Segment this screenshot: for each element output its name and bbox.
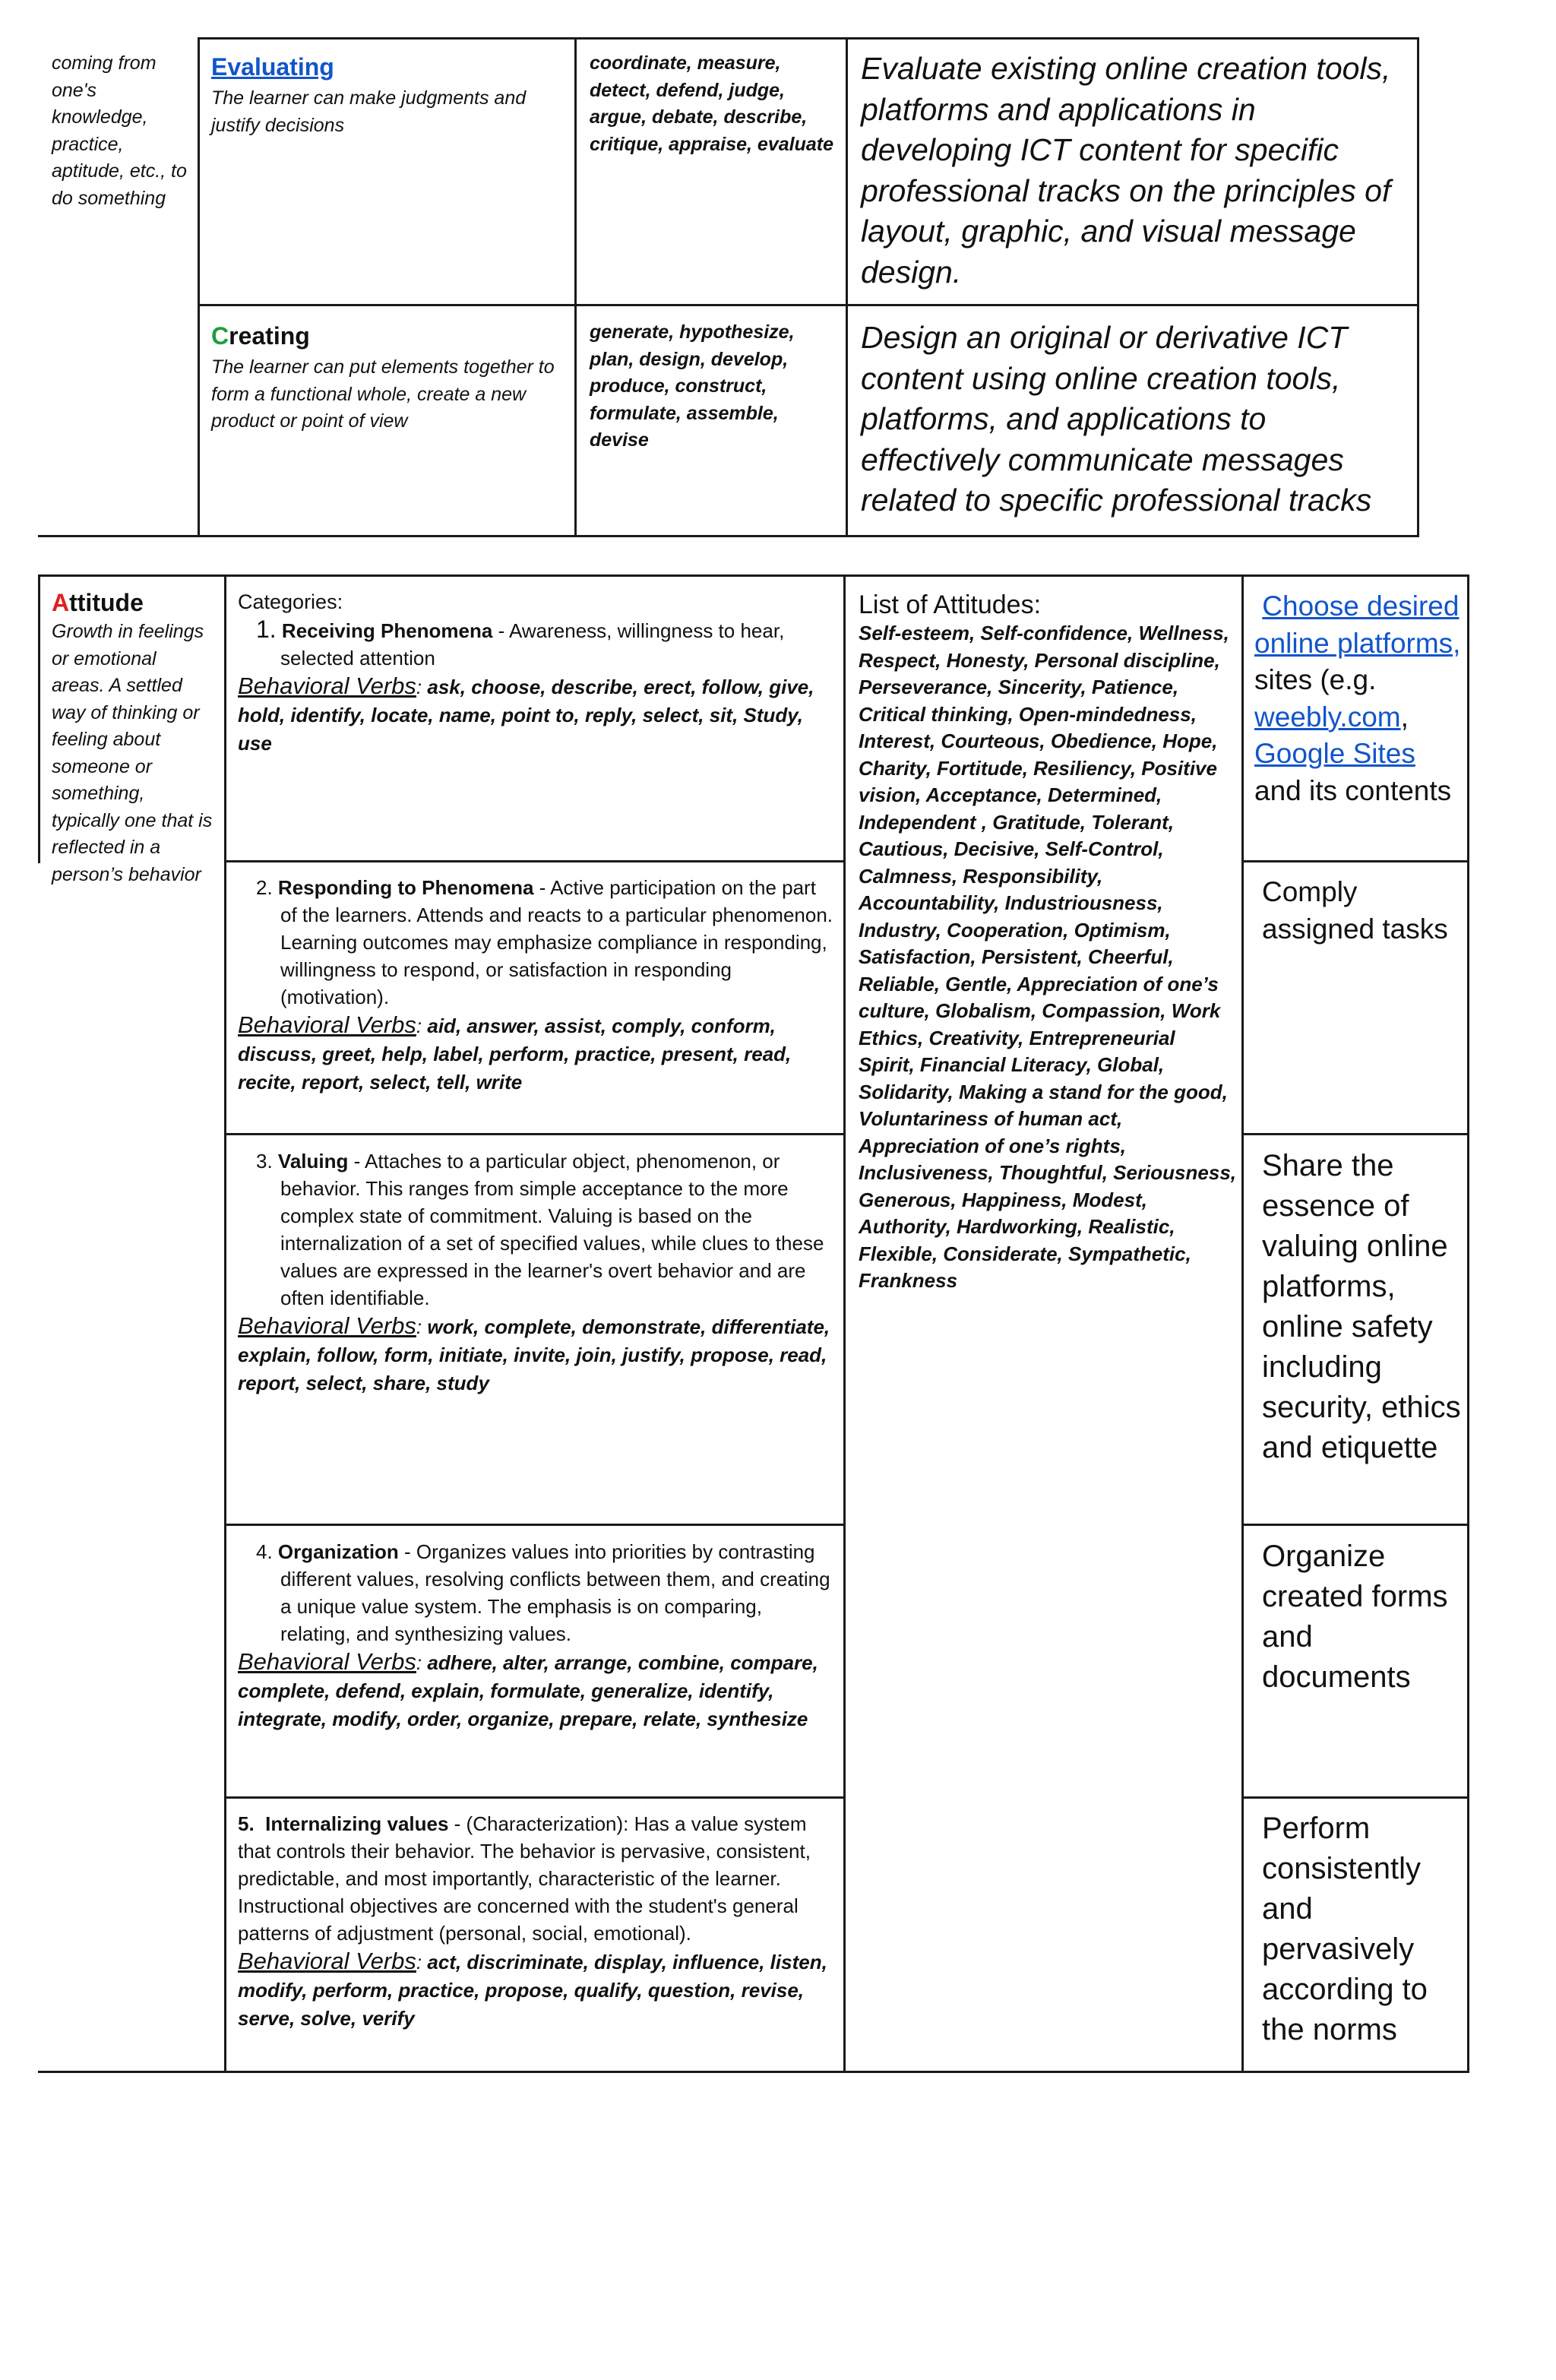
- category-organization: [238, 1538, 834, 1733]
- creating-description: The learner can put elements together to form a functional whole, create a new product or point of view: [211, 356, 555, 432]
- category-responding: [238, 874, 834, 1097]
- competency-perform: Perform consistently and pervasively according to the norms: [1262, 1812, 1428, 2046]
- category-internalizing: [238, 1810, 834, 2033]
- organization-verbs: Behavioral Verbs: adhere, alter, arrange, combine, compare, complete, defend, explain, formulate, generalize, identify, integrate, modify, order, organize, prepare, relate, synthesize: [238, 1648, 818, 1730]
- choose-platforms-link[interactable]: Choose desired online platforms,: [1254, 590, 1461, 659]
- evaluating-heading[interactable]: Evaluating: [211, 53, 334, 81]
- receiving-verbs: Behavioral Verbs: ask, choose, describe, erect, follow, give, hold, identify, locate, name, point to, reply, select, sit, Study, use: [238, 673, 814, 755]
- internalizing-text: 5. Internalizing values - (Characterization): Has a value system that controls their behavior. The behavior is pervasive, consistent, predictable, and most importantly, characteristic of the learner. Instructional objectives are concerned with the student's general patterns of adjustment (personal, social, emotional).: [238, 1812, 811, 1945]
- creating-heading: Creating: [211, 322, 310, 350]
- competency-share: Share the essence of valuing online platforms, online safety including security, ethics and etiquette: [1262, 1149, 1461, 1464]
- attitude-list: Self-esteem, Self-confidence, Wellness, Respect, Honesty, Personal discipline, Perseverance, Sincerity, Patience, Critical thinking, Open-mindedness, Interest, Courteous, Obedience, Hope, Charity, Fortitude, Resiliency, Positive vision, Acceptance, Determined, Independent , Gratitude, Tolerant, Cautious, Decisive, Self-Control, Calmness, Responsibility, Accountability, Industriousness, Industry, Cooperation, Optimism, Satisfaction, Persistent, Cheerful, Reliable, Gentle, Appreciation of one’s culture, Globalism, Compassion, Work Ethics, Creativity, Entrepreneurial Spirit, Financial Literacy, Global, Solidarity, Making a stand for the good, Voluntariness of human act, Appreciation of one’s rights, Inclusiveness, Thoughtful, Seriousness, Generous, Happiness, Modest, Authority, Hardworking, Realistic, Flexible, Considerate, Sympathetic, Frankness: [859, 622, 1236, 1292]
- evaluating-description: The learner can make judgments and justify decisions: [211, 87, 527, 136]
- attitude-heading: Attitude: [52, 589, 144, 616]
- creating-verbs: generate, hypothesize, plan, design, develop, produce, construct, formulate, assemble, devise: [590, 321, 795, 451]
- attitude-cell: [52, 587, 213, 888]
- attitude-description: Growth in feelings or emotional areas. A settled way of thinking or feeling about someone or something, typically one that is reflected in a person’s behavior: [52, 621, 213, 885]
- creating-cell: [211, 321, 568, 435]
- receiving-text: 1. Receiving Phenomena - Awareness, willingness to hear, selected attention: [256, 616, 785, 669]
- responding-verbs: Behavioral Verbs: aid, answer, assist, comply, conform, discuss, greet, help, label, perform, practice, present, read, recite, report, select, tell, write: [238, 1011, 792, 1093]
- attitude-list-label: List of Attitudes:: [859, 590, 1042, 619]
- competency-organize: Organize created forms and documents: [1262, 1540, 1448, 1694]
- evaluating-verbs: coordinate, measure, detect, defend, judge, argue, debate, describe, critique, appraise, evaluate: [590, 52, 833, 155]
- category-receiving: [238, 588, 834, 758]
- weebly-link[interactable]: weebly.com: [1254, 701, 1401, 733]
- attitude-list-cell: [859, 590, 1236, 1295]
- valuing-verbs: Behavioral Verbs: work, complete, demonstrate, differentiate, explain, follow, form, initiate, invite, join, justify, propose, read, report, select, share, study: [238, 1312, 830, 1394]
- evaluating-cell: [211, 52, 568, 139]
- google-sites-link[interactable]: Google Sites: [1254, 738, 1415, 769]
- competency-choose: Choose desired online platforms, sites (e.g. weebly.com, Google Sites and its contents: [1254, 590, 1461, 806]
- creating-competency: Design an original or derivative ICT content using online creation tools, platforms, and applications to effectively communicate messages related to specific professional tracks: [861, 320, 1372, 517]
- evaluating-competency: Evaluate existing online creation tools, platforms and applications in developing ICT content for specific professional tracks on the principles of layout, graphic, and visual message design.: [861, 51, 1391, 290]
- organization-text: 4. Organization - Organizes values into priorities by contrasting different values, resolving conflicts between them, and creating a unique value system. The emphasis is on comparing, relating, and synthesizing values.: [256, 1540, 830, 1645]
- competency-comply: Comply assigned tasks: [1262, 876, 1448, 945]
- valuing-text: 3. Valuing - Attaches to a particular object, phenomenon, or behavior. This ranges from simple acceptance to the more complex state of commitment. Valuing is based on the internalization of a set of specified values, while clues to these values are expressed in the learner's overt behavior and are often identifiable.: [256, 1150, 824, 1309]
- categories-label: Categories:: [238, 590, 343, 613]
- knowledge-description: coming from one's knowledge, practice, aptitude, etc., to do something: [52, 52, 187, 209]
- responding-text: 2. Responding to Phenomena - Active participation on the part of the learners. Attends and reacts to a particular phenomenon. Learning outcomes may emphasize compliance in responding, willingness to respond, or satisfaction in responding (motivation).: [256, 876, 833, 1008]
- category-valuing: [238, 1147, 834, 1397]
- internalizing-verbs: Behavioral Verbs: act, discriminate, display, influence, listen, modify, perform, practice, propose, qualify, question, revise, serve, solve, verify: [238, 1948, 827, 2030]
